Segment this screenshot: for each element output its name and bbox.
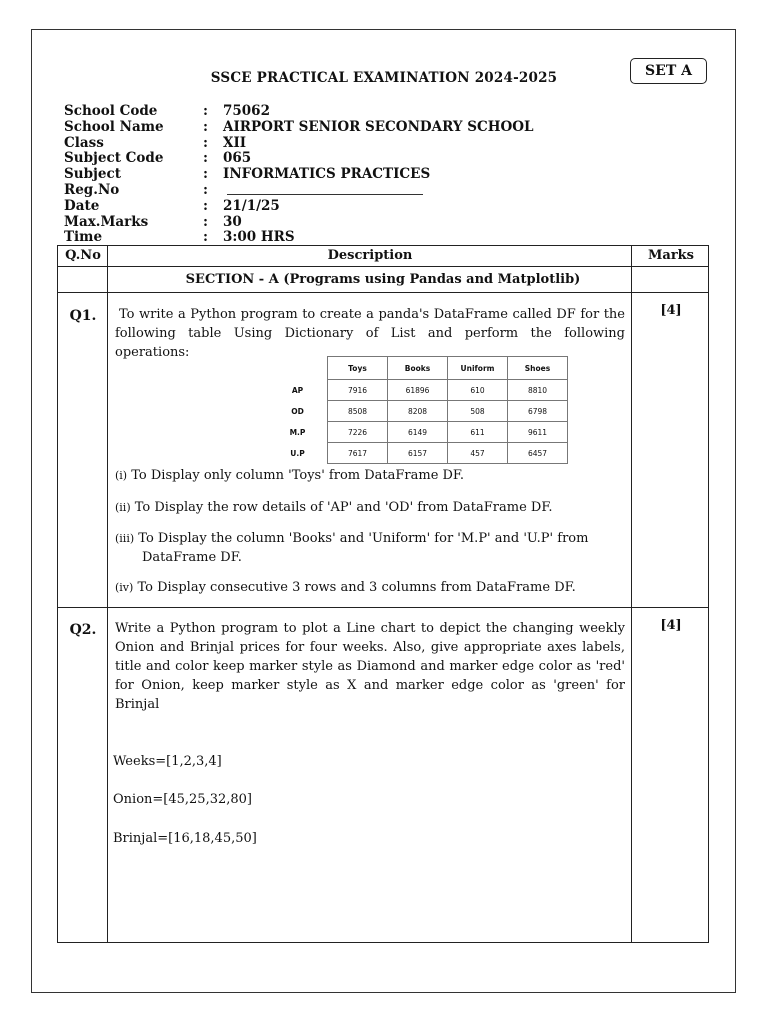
df-cell: 610 — [448, 380, 508, 401]
q1-part-iv: (iv) To Display consecutive 3 rows and 3 columns from DataFrame DF. — [115, 580, 576, 595]
info-label: School Code — [64, 103, 158, 119]
df-cell: 6157 — [388, 443, 448, 464]
df-row — [268, 422, 568, 443]
row-divider — [58, 607, 708, 608]
info-label: Time — [64, 229, 103, 246]
df-cell: 61896 — [388, 380, 448, 401]
df-cell: 457 — [448, 443, 508, 464]
info-label: Date — [64, 197, 100, 214]
question-table — [57, 245, 709, 943]
info-value: 3:00 HRS — [223, 229, 295, 246]
info-label: Subject Code — [64, 150, 164, 167]
df-column-header: Books — [388, 357, 448, 380]
df-cell: 611 — [448, 422, 508, 443]
df-row-label: OD — [291, 406, 304, 416]
header-description: Description — [327, 248, 413, 263]
q2-weeks-data: Weeks=[1,2,3,4] — [113, 754, 222, 769]
info-label: Subject — [64, 166, 121, 183]
info-label: Class — [64, 134, 104, 151]
info-value: 30 — [223, 213, 242, 230]
info-label: Reg.No — [64, 181, 120, 198]
df-row-label: U.P — [290, 448, 305, 458]
info-label: Max.Marks — [64, 213, 149, 230]
df-cell: 6149 — [388, 422, 448, 443]
q1-part-ii: (ii) To Display the row details of 'AP' and 'OD' from DataFrame DF. — [115, 500, 553, 515]
q1-part-iii: (iii) To Display the column 'Books' and 'Uniform' for 'M.P' and 'U.P' from DataFrame DF. — [115, 531, 589, 565]
df-cell: 7226 — [328, 422, 388, 443]
df-cell: 6798 — [508, 401, 568, 422]
info-value: 75062 — [223, 103, 270, 119]
info-value: AIRPORT SENIOR SECONDARY SCHOOL — [223, 118, 534, 135]
column-divider — [107, 246, 108, 942]
df-cell: 8508 — [328, 401, 388, 422]
section-title: SECTION - A (Programs using Pandas and Matplotlib) — [185, 272, 581, 287]
dataframe-table — [268, 356, 568, 464]
q2-number: Q2. — [69, 622, 97, 638]
df-row — [268, 380, 568, 401]
row-divider — [58, 266, 708, 267]
df-row-label: M.P — [289, 427, 306, 437]
info-label: School Name — [64, 118, 164, 135]
q2-onion-data: Onion=[45,25,32,80] — [113, 792, 252, 807]
q2-brinjal-data: Brinjal=[16,18,45,50] — [113, 831, 257, 846]
df-row-label: AP — [291, 385, 304, 395]
header-qno: Q.No — [65, 248, 101, 263]
set-badge: SET A — [630, 58, 707, 84]
q1-number: Q1. — [69, 308, 97, 324]
df-column-header: Uniform — [448, 357, 508, 380]
df-cell: 7617 — [328, 443, 388, 464]
df-cell: 9611 — [508, 422, 568, 443]
row-divider — [58, 292, 708, 293]
column-divider — [631, 246, 632, 942]
header-marks: Marks — [648, 248, 694, 263]
q1-text: To write a Python program to create a panda's DataFrame called DF for the following table Using Dictionary of List and perform the following operations: — [115, 307, 625, 360]
exam-title: SSCE PRACTICAL EXAMINATION 2024-2025 — [210, 70, 558, 86]
q2-text: Write a Python program to plot a Line chart to depict the changing weekly Onion and Brinjal prices for four weeks. Also, give appropriate axes labels, title and color keep marker style as Diamond and marker edge color as 'red' for Onion, keep marker style as X and marker edge color as 'green' for Brinjal — [115, 621, 625, 712]
q1-marks: [4] — [660, 303, 682, 318]
df-row — [268, 401, 568, 422]
df-cell: 7916 — [328, 380, 388, 401]
df-cell: 6457 — [508, 443, 568, 464]
info-value: 21/1/25 — [223, 197, 280, 214]
df-cell: 8810 — [508, 380, 568, 401]
df-column-header: Shoes — [508, 357, 568, 380]
df-row — [268, 443, 568, 464]
q1-part-i: (i) To Display only column 'Toys' from DataFrame DF. — [115, 468, 465, 483]
info-value: INFORMATICS PRACTICES — [223, 166, 431, 183]
q2-marks: [4] — [660, 618, 682, 633]
reg-no-blank-line — [227, 194, 423, 195]
info-value: 065 — [223, 150, 252, 167]
df-cell: 8208 — [388, 401, 448, 422]
df-cell: 508 — [448, 401, 508, 422]
df-column-header: Toys — [328, 357, 388, 380]
info-value: XII — [223, 134, 247, 151]
